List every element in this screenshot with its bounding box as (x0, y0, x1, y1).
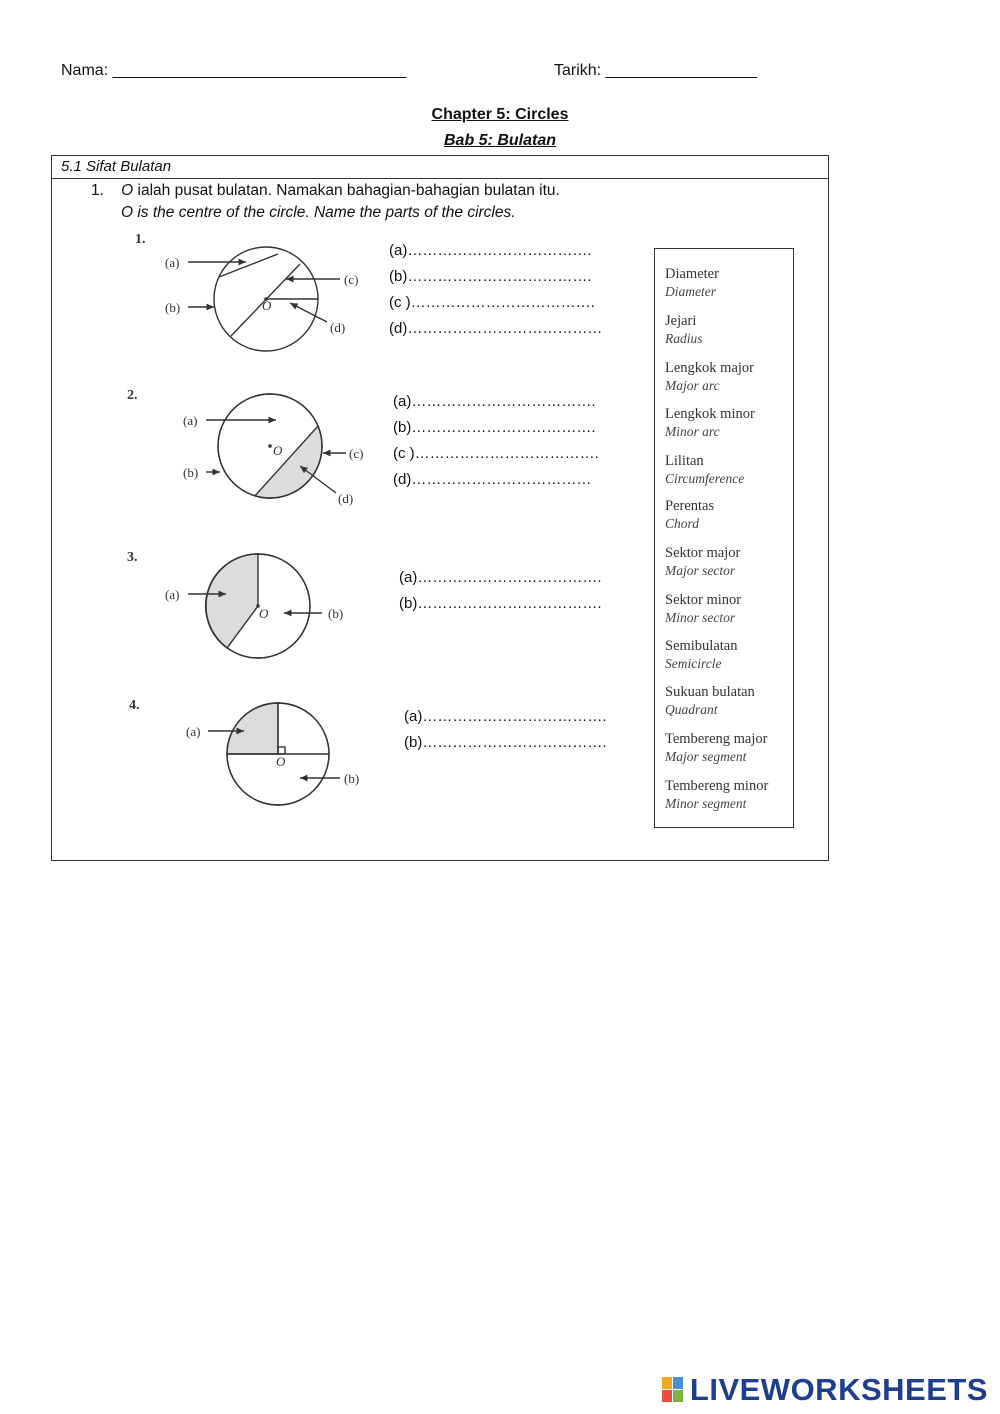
diagram-2-centre: O (273, 443, 283, 458)
diagram-4-label-b: (b) (344, 771, 360, 786)
answer-2b[interactable]: (b)………………………………. (393, 419, 596, 436)
liveworksheets-logo-icon (662, 1377, 684, 1403)
answer-4a[interactable]: (a)………………………………. (404, 708, 607, 725)
legend-item: Tembereng major Major segment (665, 731, 768, 764)
diagram-2-label-a: (a) (183, 413, 198, 428)
answers-diagram-4 (404, 704, 607, 756)
diagram-1-label-a: (a) (165, 255, 180, 270)
answers-diagram-1 (389, 238, 602, 342)
name-field-label: Nama: _________________________________ (61, 62, 407, 79)
diagram-3-label-a: (a) (165, 587, 180, 602)
diagram-1-label-d: (d) (330, 320, 346, 335)
diagram-4-centre: O (276, 754, 286, 769)
legend-item: Jejari Radius (665, 313, 703, 346)
section-heading: 5.1 Sifat Bulatan (61, 158, 172, 175)
liveworksheets-brand (662, 1372, 988, 1408)
diagram-1-number: 1. (135, 232, 146, 247)
diagram-2-number: 2. (127, 388, 138, 403)
terms-legend (654, 248, 794, 828)
diagram-1-label-b: (b) (165, 300, 181, 315)
diagram-4-label-a: (a) (186, 724, 201, 739)
diagram-3-number: 3. (127, 550, 138, 565)
legend-item: Perentas Chord (665, 498, 715, 531)
answer-2c[interactable]: (c )………………………………. (393, 445, 599, 462)
chapter-title: Chapter 5: Circles (431, 106, 569, 123)
legend-item: Semibulatan Semicircle (665, 638, 738, 671)
answers-diagram-2 (393, 389, 599, 493)
legend-item: Sukuan bulatan Quadrant (665, 684, 755, 717)
answers-diagram-3 (399, 565, 602, 617)
answer-1b[interactable]: (b)………………………………. (389, 268, 592, 285)
legend-item: Lengkok major Major arc (665, 360, 754, 393)
brand-wordmark: LIVEWORKSHEETS (689, 1372, 988, 1407)
legend-item: Tembereng minor Minor segment (665, 778, 769, 811)
legend-item: Diameter Diameter (665, 266, 719, 299)
answer-1c[interactable]: (c )………………………………. (389, 294, 595, 311)
diagram-4-quadrant (227, 703, 278, 754)
question-text-en: O is the centre of the circle. Name the parts of the circles. (121, 204, 516, 221)
diagram-3-centre: O (259, 606, 269, 621)
answer-1d[interactable]: (d)………………………………… (389, 320, 603, 337)
diagram-3-label-b: (b) (328, 606, 344, 621)
legend-item: Lengkok minor Minor arc (665, 406, 755, 439)
question-ms-rest: ialah pusat bulatan. Namakan bahagian-bahagian bulatan itu. (133, 182, 560, 199)
diagram-2-label-b: (b) (183, 465, 199, 480)
answer-2a[interactable]: (a)………………………………. (393, 393, 596, 410)
answer-3a[interactable]: (a)………………………………. (399, 569, 602, 586)
question-number: 1. (91, 182, 104, 199)
diagram-4 (208, 703, 340, 805)
diagram-2-label-d: (d) (338, 491, 354, 506)
diagram-1-label-c: (c) (344, 272, 359, 287)
diagram-1-centre: O (262, 298, 272, 313)
answer-2d[interactable]: (d)……………………………… (393, 471, 592, 488)
answer-3b[interactable]: (b)………………………………. (399, 595, 602, 612)
diagram-3 (188, 554, 322, 658)
legend-item: Sektor minor Minor sector (665, 592, 742, 625)
diagram-4-number: 4. (129, 698, 140, 713)
chapter-subtitle: Bab 5: Bulatan (443, 132, 556, 149)
legend-item: Lilitan Circumference (665, 453, 745, 486)
legend-item: Sektor major Major sector (665, 545, 741, 578)
diagram-2-label-c: (c) (349, 446, 364, 461)
answer-1a[interactable]: (a)………………………………. (389, 242, 592, 259)
question-centre-letter: O (121, 182, 134, 199)
answer-4b[interactable]: (b)………………………………. (404, 734, 607, 751)
date-field-label: Tarikh: _________________ (554, 62, 757, 79)
